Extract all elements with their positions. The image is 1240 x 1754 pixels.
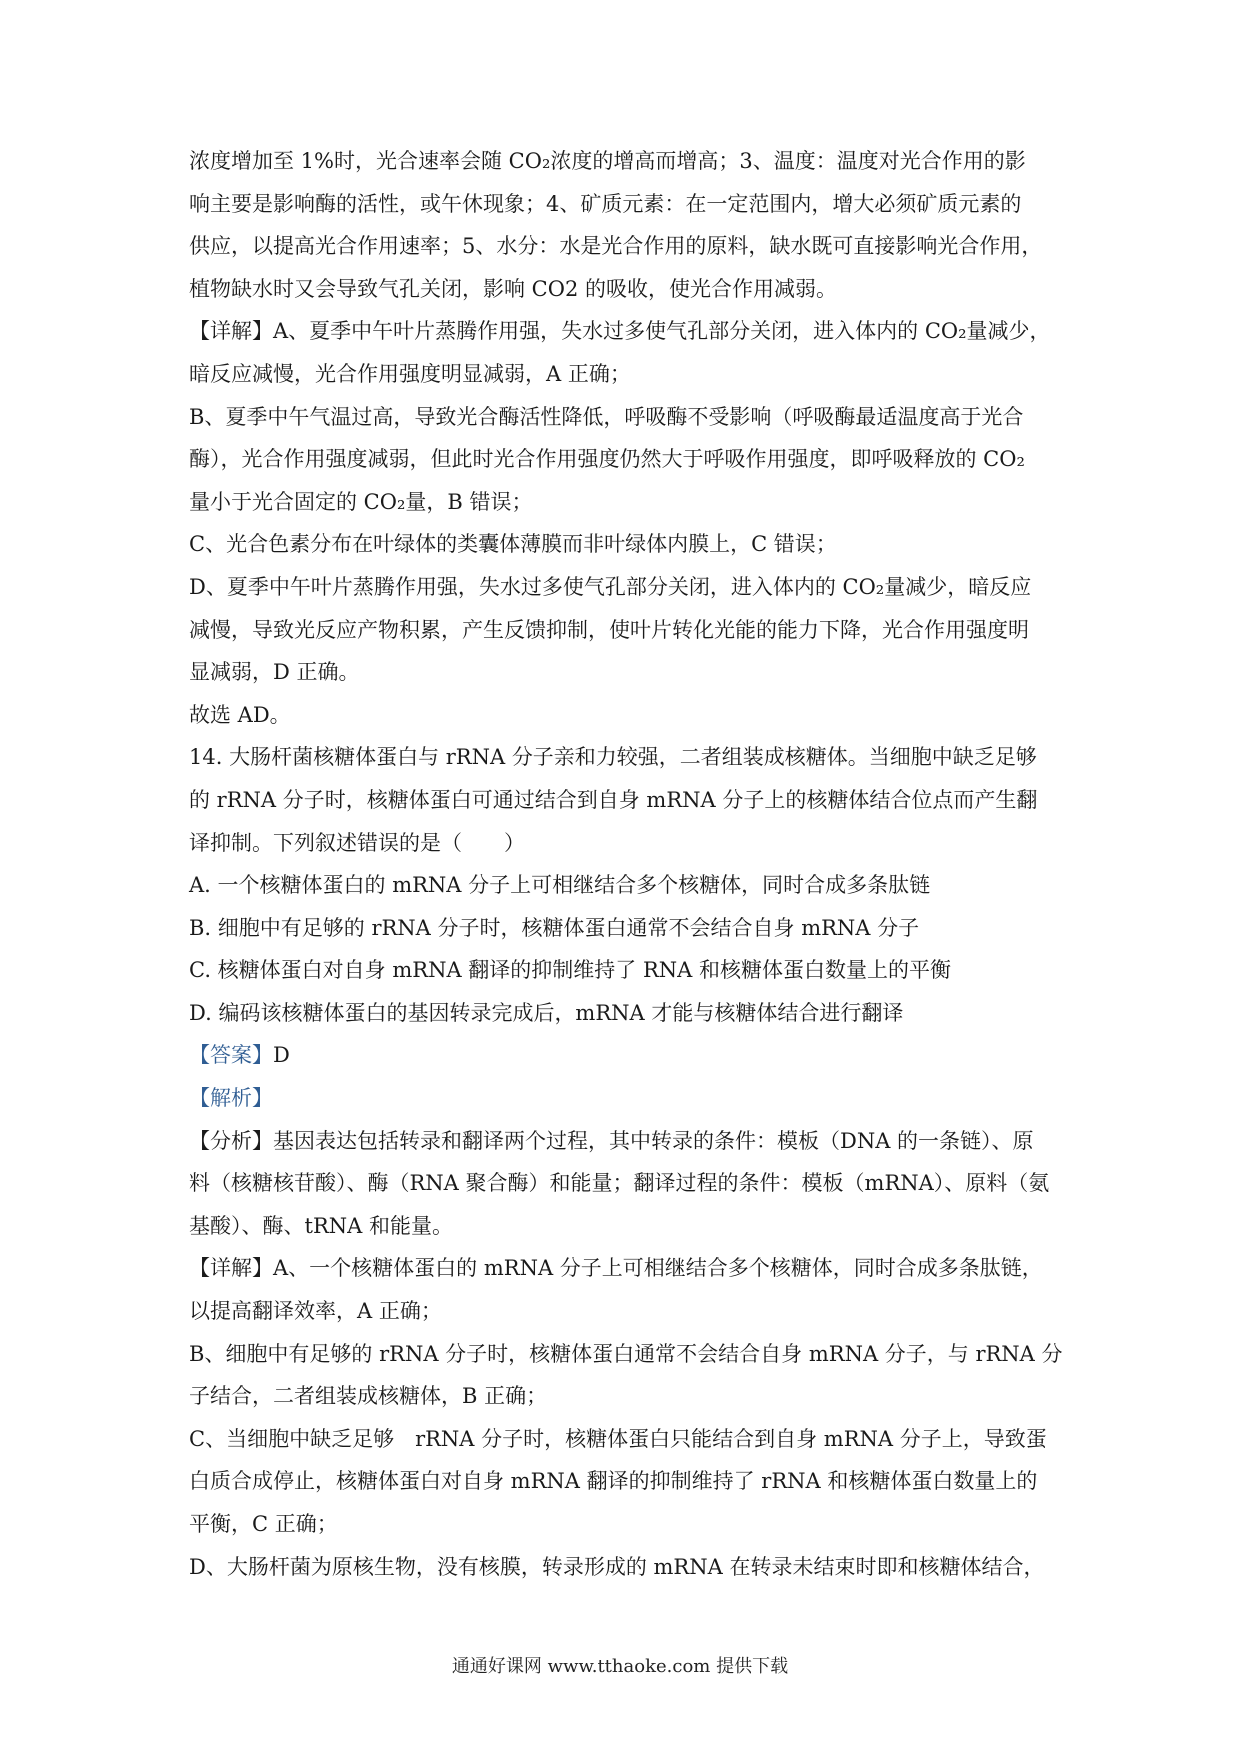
option-b: B. 细胞中有足够的 rRNA 分子时，核糖体蛋白通常不会结合自身 mRNA 分子 — [189, 915, 920, 940]
text-line: 显减弱，D 正确。 — [189, 660, 360, 685]
text-line: C、当细胞中缺乏足够 rRNA 分子时，核糖体蛋白只能结合到自身 mRNA 分子上，导致蛋 — [189, 1426, 1047, 1451]
analysis-line — [189, 1077, 1059, 1120]
option-d: D. 编码该核糖体蛋白的基因转录完成后，mRNA 才能与核糖体结合进行翻译 — [189, 1000, 904, 1025]
document-body — [189, 140, 1063, 1588]
question-stem-line: 译抑制。下列叙述错误的是（ ） — [189, 830, 525, 855]
text-line: B、细胞中有足够的 rRNA 分子时，核糖体蛋白通常不会结合自身 mRNA 分子，与 rRNA 分 — [189, 1341, 1063, 1366]
answer-value: D — [273, 1043, 290, 1068]
text-line: B、夏季中午气温过高，导致光合酶活性降低，呼吸酶不受影响（呼吸酶最适温度高于光合 — [189, 404, 1024, 429]
text-line: D、大肠杆菌为原核生物，没有核膜，转录形成的 mRNA 在转录未结束时即和核糖体结合， — [189, 1554, 1045, 1579]
analysis-tag: 【解析】 — [189, 1086, 273, 1111]
text-line: D、夏季中午叶片蒸腾作用强，失水过多使气孔部分关闭，进入体内的 CO₂量减少，暗反应 — [189, 574, 1032, 599]
text-line: 暗反应减慢，光合作用强度明显减弱，A 正确； — [189, 361, 631, 386]
text-line: 量小于光合固定的 CO₂量，B 错误； — [189, 489, 533, 514]
text-line: 响主要是影响酶的活性，或午休现象；4、矿质元素：在一定范围内，增大必须矿质元素的 — [189, 191, 1022, 216]
text-line: 【详解】A、一个核糖体蛋白的 mRNA 分子上可相继结合多个核糖体，同时合成多条肽链， — [189, 1256, 1043, 1281]
question-stem-line: 的 rRNA 分子时，核糖体蛋白可通过结合到自身 mRNA 分子上的核糖体结合位点而产生翻 — [189, 787, 1038, 812]
question-stem-line: 14. 大肠杆菌核糖体蛋白与 rRNA 分子亲和力较强，二者组装成核糖体。当细胞中缺乏足够 — [189, 745, 1037, 770]
text-line: 白质合成停止，核糖体蛋白对自身 mRNA 翻译的抑制维持了 rRNA 和核糖体蛋白数量上的 — [189, 1469, 1038, 1494]
text-line: 以提高翻译效率，A 正确； — [189, 1299, 442, 1324]
text-line: 【分析】基因表达包括转录和翻译两个过程，其中转录的条件：模板（DNA 的一条链）、原 — [189, 1128, 1034, 1153]
text-line: 故选 AD。 — [189, 702, 291, 727]
answer-line — [189, 1034, 1059, 1077]
text-line: 浓度增加至 1%时，光合速率会随 CO₂浓度的增高而增高；3、温度：温度对光合作用的影 — [189, 149, 1026, 173]
text-line: 减慢，导致光反应产物积累，产生反馈抑制，使叶片转化光能的能力下降，光合作用强度明 — [189, 617, 1029, 642]
text-line: 酶），光合作用强度减弱，但此时光合作用强度仍然大于呼吸作用强度，即呼吸释放的 CO₂ — [189, 447, 1025, 472]
text-line: 料（核糖核苷酸）、酶（RNA 聚合酶）和能量；翻译过程的条件：模板（mRNA）、原料（氨 — [189, 1171, 1050, 1196]
text-line: C、光合色素分布在叶绿体的类囊体薄膜而非叶绿体内膜上，C 错误； — [189, 532, 837, 557]
page-footer: 通通好课网 www.tthaoke.com 提供下载 — [451, 1656, 789, 1677]
text-line: 子结合，二者组装成核糖体，B 正确； — [189, 1384, 548, 1409]
text-line: 基酸）、酶、tRNA 和能量。 — [189, 1213, 453, 1238]
text-line: 供应，以提高光合作用速率；5、水分：水是光合作用的原料，缺水既可直接影响光合作用， — [189, 234, 1043, 259]
text-line: 植物缺水时又会导致气孔关闭，影响 CO2 的吸收，使光合作用减弱。 — [189, 276, 837, 301]
text-line: 【详解】A、夏季中午叶片蒸腾作用强，失水过多使气孔部分关闭，进入体内的 CO₂量减少， — [189, 319, 1051, 344]
option-c: C. 核糖体蛋白对自身 mRNA 翻译的抑制维持了 RNA 和核糖体蛋白数量上的平衡 — [189, 958, 951, 983]
option-a: A. 一个核糖体蛋白的 mRNA 分子上可相继结合多个核糖体，同时合成多条肽链 — [189, 873, 931, 898]
answer-tag: 【答案】 — [189, 1043, 273, 1068]
text-line: 平衡，C 正确； — [189, 1512, 338, 1536]
